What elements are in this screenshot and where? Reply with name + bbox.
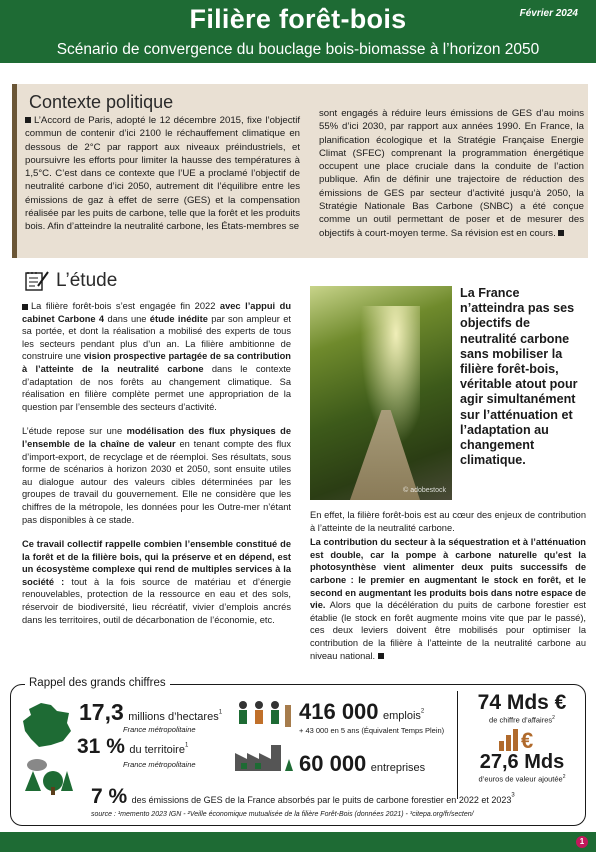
key-figures-label: Rappel des grands chiffres <box>25 677 170 689</box>
source-note: source : ¹memento 2023 IGN - ²Veille économique mutualisée de la filière Forêt-Bois (données 2021) - ³citepa.org/fr/secten/ <box>91 811 474 818</box>
euro-chart-icon <box>497 727 545 751</box>
share-value: 31 % <box>77 735 125 758</box>
footnote-ref: 1 <box>218 709 223 716</box>
surface-figure <box>79 699 222 726</box>
text-run: Alors que la décélération du puits de carbone forestier est établie (le stock en forêt augmente moins vite que par le passé), ces deux leviers doivent être mobilisés pour optimiser la contribution de la filière à l’atteinte de la neutralité carbone au niveau national. <box>310 600 586 661</box>
surface-unit: millions d’hectares <box>128 711 219 723</box>
text-run: La filière forêt-bois s’est engagée fin 2022 <box>31 301 220 311</box>
etude-heading-row <box>24 268 117 294</box>
footnote-ref: 2 <box>420 708 425 715</box>
ges-text: des émissions de GES de la France absorbés par le puits de carbone forestier en 2022 et 2023 <box>131 795 512 805</box>
turnover-unit: de chiffre d’affaires <box>489 715 553 725</box>
page-subtitle: Scénario de convergence du bouclage bois-biomasse à l’horizon 2050 <box>56 41 540 58</box>
text-run: L’étude repose sur une <box>22 426 127 437</box>
share-note: France métropolitaine <box>123 760 196 769</box>
right-text <box>310 509 586 662</box>
bullet-square-icon <box>22 304 28 310</box>
text-run: dans une <box>104 313 150 324</box>
text-run-bold: étude inédite <box>149 313 208 324</box>
text-run: par son ampleur et sa portée, et dont la réalisation a mobilisé des experts de tous les secteurs pendant plus d’un an. La filière ambitionne de construire une <box>22 313 291 362</box>
context-col-1 <box>25 114 300 234</box>
text-run-bold: La contribution du secteur à la séquestration et à l’atténuation est double, car la pompe à carbone naturelle qu’est la photosynthèse vient alimenter deux puits successifs de carbone : le premier en augmentant le stock en forêt, et le second en augmentant les produits bois dans notre espace de vie. <box>310 537 586 611</box>
footnote-ref: 3 <box>511 792 515 799</box>
end-square-icon <box>378 653 384 659</box>
france-map-icon <box>21 701 73 749</box>
share-unit: du territoire <box>129 744 185 756</box>
text-run: en tenant compte des flux d’import-export, de recyclage et de réemploi. Ses résultats, sous forme de scénarios à horizon 2030 et 2050, sont ensuite utiles au dialogue autour des valeurs cibles déterminées par les groupes de travail du gouvernement. Elle ne considère que les chiffres de la métropole, les données pour les Outre-mer n’étant pas disponibles à ce stade. <box>22 438 291 525</box>
jobs-figure <box>299 699 424 725</box>
footer-band <box>0 832 596 852</box>
page-number: 1 <box>576 836 588 848</box>
trees-cloud-icon <box>23 757 73 797</box>
ges-value: 7 % <box>91 785 128 808</box>
context-text-2: sont engagés à réduire leurs émissions de GES d’au moins 55% d’ici 2030, par rapport aux années 1990. En France, la planification écologique et la Stratégie Française Energie Climat (SFEC) comprenant la programmation énergétique occupent une place cruciale dans la conduite de l’action publique. Afin de définir une trajectoire de réduction des émissions de GES par secteur d’activité jusqu’à 2050, la Stratégie Nationale Bas Carbone (SNBC) a été conçue comme un outil permettant de poser et de mesurer des objectifs à court-moyen terme. Sa révision est en cours. <box>319 108 584 239</box>
notebook-pencil-icon <box>24 270 50 292</box>
workers-icon <box>233 699 295 733</box>
firms-figure <box>299 751 425 777</box>
firms-value: 60 000 <box>299 751 367 776</box>
turnover-figure <box>463 691 581 725</box>
text-run-bold: modélisation des flux physiques de l’ensemble de la chaîne de valeur <box>22 426 291 449</box>
text-run: tout à la fois source de matériau et d’énergie renouvelables, protection de la ressource en eau et des sols, réservoir de biodiversité, lieu récréatif, vivier d’emplois ancrés dans les territoires, outil de décarbonation de l’économie, etc. <box>22 576 292 625</box>
surface-note: France métropolitaine <box>123 725 196 734</box>
surface-value: 17,3 <box>79 699 124 725</box>
footnote-ref: 2 <box>552 715 555 721</box>
jobs-value: 416 000 <box>299 699 379 724</box>
key-figures-box <box>10 677 586 826</box>
text-run-bold: vision prospective partagée de sa contribution à l’atteinte de la neutralité carbone <box>22 351 291 374</box>
divider <box>457 691 458 799</box>
context-text-1: L’Accord de Paris, adopté le 12 décembre 2015, fixe l’objectif commun de contenir d’ici 2100 le réchauffement climatique en dessous de 2°C par rapport aux niveaux préindustriels, et poursuivre les efforts pour limiter la hausse des températures à 1,5°C. C’est dans ce contexte que l’UE a proclamé l’objectif de neutralité carbone d’ici 2050, autrement dit l’équilibre entre les émissions de gaz à effet de serre (GES) et la compensation réalisée par les puits de carbone, telle que la forêt et les produits bois. Afin d’atteindre la neutralité carbone, les États-membres se <box>25 115 300 233</box>
ges-figure <box>91 785 515 809</box>
value-added-value: 27,6 Mds <box>479 751 565 773</box>
context-box <box>12 84 588 258</box>
pull-quote: La France n’atteindra pas ses objectifs de neutralité carbone sans mobiliser la filière forêt-bois, véritable atout pour agir simultanément sur l’atténuation et l’adaptation au changement climatique. <box>460 286 578 468</box>
jobs-unit: emplois <box>382 710 421 722</box>
value-added-figure <box>463 751 581 784</box>
end-square-icon <box>558 230 564 236</box>
etude-paragraph-1 <box>22 300 291 413</box>
context-heading: Contexte politique <box>29 92 174 112</box>
etude-paragraph-3 <box>22 538 291 626</box>
forest-path-photo <box>310 286 452 500</box>
etude-paragraph-2 <box>22 425 291 526</box>
photo-watermark: © adobestock <box>403 487 446 494</box>
value-added-unit: d’euros de valeur ajoutée <box>478 774 563 784</box>
context-col-2 <box>319 107 584 240</box>
factory-icon <box>233 739 295 773</box>
right-paragraph-2 <box>310 536 586 662</box>
bullet-square-icon <box>25 117 31 123</box>
share-figure <box>77 735 188 759</box>
svg-text:€: € <box>521 728 534 751</box>
page-title: Filière forêt-bois <box>189 4 407 34</box>
firms-unit: entreprises <box>370 762 426 774</box>
etude-text <box>22 300 291 638</box>
right-paragraph-1: En effet, la filière forêt-bois est au cœur des enjeux de contribution à l’atteinte de la neutralité carbone. <box>310 510 586 533</box>
text-run: dans le contexte d’adaptation de nos forêts au changement climatique. Sa réalisation en filière complète permet une appropriation de la question par l’ensemble des secteurs d’activité. <box>22 363 291 412</box>
jobs-note: + 43 000 en 5 ans (Équivalent Temps Plein) <box>299 726 445 735</box>
footnote-ref: 2 <box>562 774 566 780</box>
etude-heading: L’étude <box>56 270 118 291</box>
turnover-value: 74 Mds € <box>477 691 567 714</box>
text-run-bold: avec l’appui du cabinet Carbone 4 <box>22 301 292 324</box>
footnote-ref: 1 <box>184 742 189 749</box>
text-run-bold: Ce travail collectif rappelle combien l’ensemble constitué de la forêt et de la filière bois, qui la préserve et en dépend, est un écosystème complexe qui rend de multiples services à la société : <box>22 539 291 587</box>
date-label: Février 2024 <box>519 8 578 19</box>
header-band <box>0 0 596 63</box>
